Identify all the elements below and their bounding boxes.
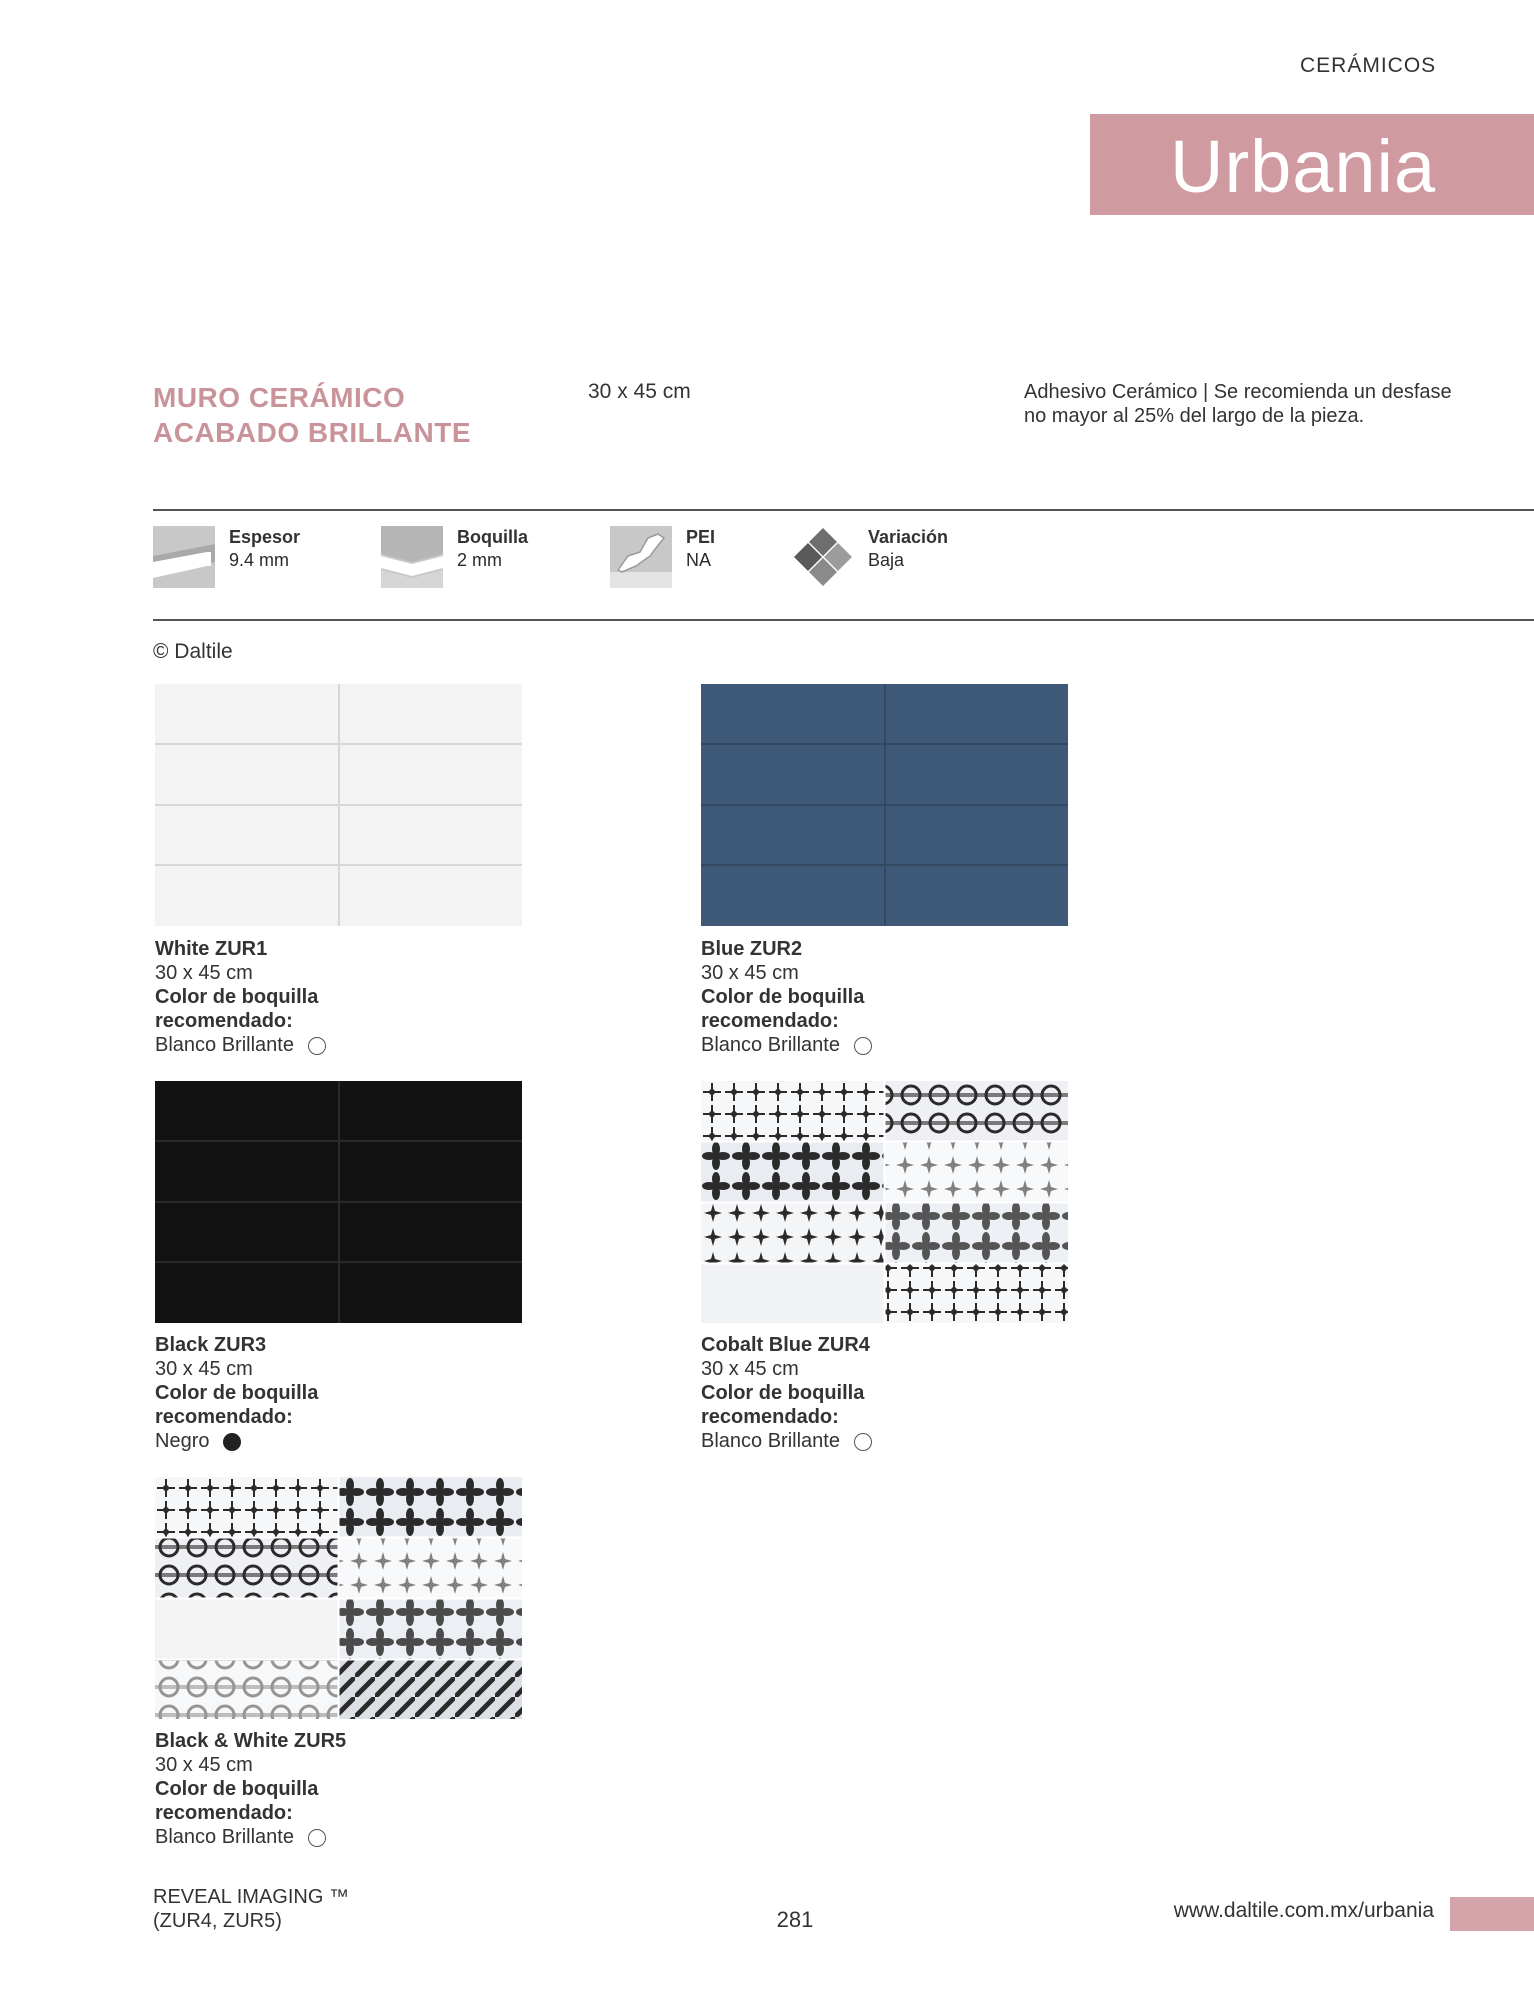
- section-label: CERÁMICOS: [1300, 54, 1437, 77]
- grout-label: Color de boquilla: [155, 1382, 319, 1404]
- product-type-line2: ACABADO BRILLANTE: [153, 417, 472, 448]
- tile-name: Black & White ZUR5: [155, 1730, 347, 1752]
- grout-color-dot: [223, 1433, 241, 1451]
- grout-value: Blanco Brillante: [155, 1034, 294, 1056]
- tile-swatch-black: [155, 1081, 522, 1323]
- divider-bottom: [153, 619, 1534, 621]
- spec-thickness: [153, 526, 300, 588]
- tile-swatch-cobalt-blue: [701, 1081, 1068, 1323]
- grout-value: Blanco Brillante: [701, 1430, 840, 1452]
- grout-label-2: recomendado:: [155, 1010, 293, 1032]
- footer-tech-note: [153, 1885, 349, 1933]
- copyright: © Daltile: [153, 640, 233, 663]
- pei-foot-icon: [610, 526, 672, 588]
- grout-color-dot: [308, 1829, 326, 1847]
- grout-value: Blanco Brillante: [155, 1826, 294, 1848]
- tile-size: 30 x 45 cm: [155, 962, 253, 984]
- collection-title: Urbania: [1170, 125, 1437, 208]
- spec-variation: [792, 526, 948, 588]
- spec-grout-value: 2 mm: [457, 550, 502, 570]
- tile-size: 30 x 45 cm: [155, 1358, 253, 1380]
- tile-swatch-white: [155, 684, 522, 926]
- tile-caption-cobalt-blue: [701, 1333, 872, 1453]
- tile-caption-blue: [701, 937, 872, 1057]
- tile-swatch-black-white: [155, 1477, 522, 1719]
- spec-thickness-value: 9.4 mm: [229, 550, 290, 570]
- tile-name: Black ZUR3: [155, 1334, 267, 1356]
- tile-size: 30 x 45 cm: [701, 962, 799, 984]
- spec-thickness-label: Espesor: [229, 527, 301, 547]
- spec-variation-value: Baja: [868, 550, 905, 570]
- grout-label: Color de boquilla: [155, 1778, 319, 1800]
- grout-value: Blanco Brillante: [701, 1034, 840, 1056]
- tile-caption-black-white: [155, 1729, 346, 1849]
- spec-pei-label: PEI: [686, 527, 716, 547]
- grout-label: Color de boquilla: [701, 986, 865, 1008]
- tile-size: 30 x 45 cm: [155, 1754, 253, 1776]
- product-type-line1: MURO CERÁMICO: [153, 382, 406, 413]
- grout-color-dot: [854, 1037, 872, 1055]
- footer-tech: REVEAL IMAGING ™: [153, 1886, 349, 1908]
- tile-swatch-blue: [701, 684, 1068, 926]
- tile-name: Cobalt Blue ZUR4: [701, 1334, 870, 1356]
- tile-name: Blue ZUR2: [701, 938, 803, 960]
- tile-name: White ZUR1: [155, 938, 268, 960]
- spec-pei: [610, 526, 715, 588]
- spec-grout-label: Boquilla: [457, 527, 528, 547]
- footer-tech-codes: (ZUR4, ZUR5): [153, 1910, 282, 1932]
- spec-grout: [381, 526, 528, 588]
- grout-color-dot: [308, 1037, 326, 1055]
- grout-value: Negro: [155, 1430, 210, 1452]
- spec-variation-label: Variación: [868, 527, 949, 547]
- grout-label: Color de boquilla: [701, 1382, 865, 1404]
- product-size: 30 x 45 cm: [588, 380, 691, 403]
- installation-note-line2: no mayor al 25% del largo de la pieza.: [1024, 405, 1365, 427]
- footer-url[interactable]: www.daltile.com.mx/urbania: [1173, 1899, 1434, 1922]
- footer-accent-band: [1450, 1897, 1534, 1931]
- grout-label-2: recomendado:: [155, 1406, 293, 1428]
- spec-pei-value: NA: [686, 550, 712, 570]
- collection-title-band: [1090, 114, 1534, 215]
- installation-note-line1: Adhesivo Cerámico | Se recomienda un desfase: [1024, 381, 1452, 403]
- grout-label-2: recomendado:: [155, 1802, 293, 1824]
- tile-caption-white: [155, 937, 326, 1057]
- tile-caption-black: [155, 1333, 318, 1453]
- grout-label: Color de boquilla: [155, 986, 319, 1008]
- tile-size: 30 x 45 cm: [701, 1358, 799, 1380]
- variation-diamond-icon: [792, 526, 854, 588]
- grout-label-2: recomendado:: [701, 1406, 839, 1428]
- grout-color-dot: [854, 1433, 872, 1451]
- grout-joint-icon: [381, 526, 443, 588]
- page-number: 281: [776, 1907, 814, 1932]
- installation-note: [1024, 380, 1494, 428]
- divider-top: [153, 509, 1534, 511]
- thickness-icon: [153, 526, 215, 588]
- product-type: [153, 380, 471, 450]
- grout-label-2: recomendado:: [701, 1010, 839, 1032]
